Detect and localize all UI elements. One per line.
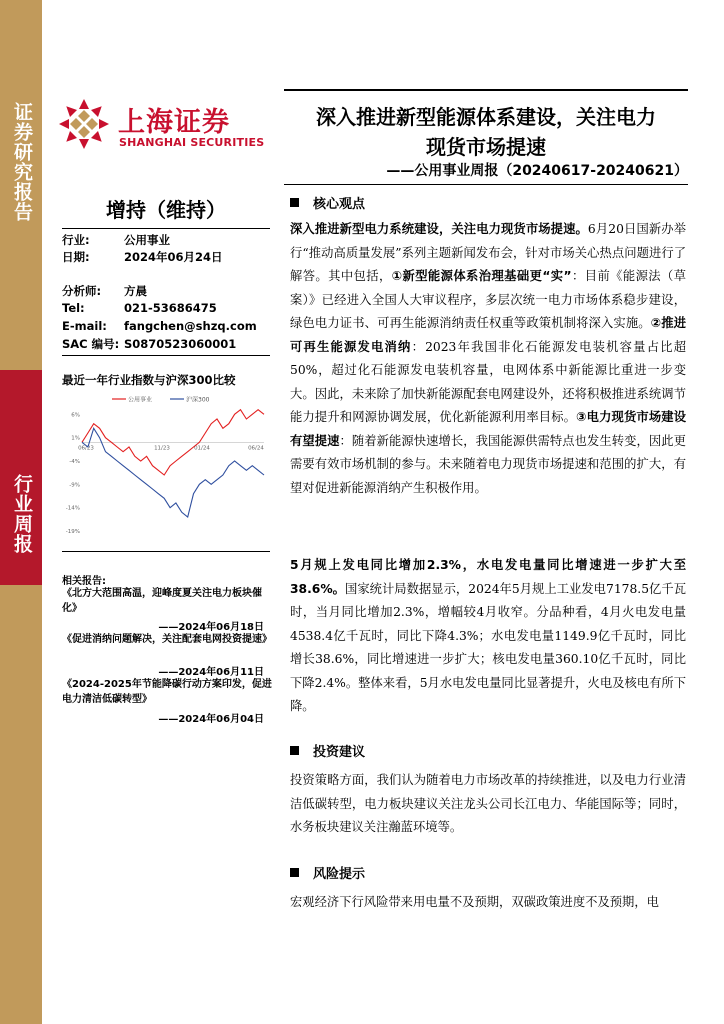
related-reports-title: 相关报告:	[62, 576, 106, 587]
x-tick-label: 11/23	[154, 445, 170, 452]
y-tick-label: 1%	[71, 435, 80, 442]
y-tick-label: 6%	[71, 412, 80, 419]
y-tick-label: -14%	[65, 505, 80, 512]
info-email: E-mail: fangchen@shzq.com	[62, 319, 257, 333]
title-rule-bottom	[284, 184, 688, 185]
y-tick-label: -4%	[69, 459, 80, 465]
x-tick-label: 06/23	[78, 445, 94, 452]
related-report-1-date: ——2024年06月18日	[158, 622, 264, 633]
section-core-heading: 核心观点	[290, 193, 365, 212]
core-paragraph-1: 深入推进新型电力系统建设，关注电力现货市场提速。6月20日国新办举行“推动高质量发展”系列主题新闻发布会，针对市场关心热点问题进行了解答。其中包括，①新型能源体系治理基础更“实”：目前《能源法（草案）》已经进入全国人大审议程序，多层次统一电力市场体系稳步建设，绿色电力证书、可再生能源消纳责任权重等政策机制将深入实施。②推进可再生能源发电消纳：2023年我国非化石能源发电装机容量占比超50%，超过化石能源发电装机容量，电网体系中新能源比重进一步变大。因此，未来除了加快新能源配套电网建设外，还将积极推进系统调节能力提升和网源协调发展，优化新能源利用率目标。③电力现货市场建设有望提速：随着新能源快速增长，我国能源供需特点也发生转变，因此更需要有效市场机制的参与。未来随着电力现货市场提速和范围的扩大，有望对促进新能源消纳产生积极作用。	[290, 222, 686, 495]
related-report-2-date: ——2024年06月11日	[158, 667, 264, 678]
core-paragraph-2: 5月规上发电同比增加2.3%，水电发电量同比增速进一步扩大至38.6%。国家统计局数据显示，2024年5月规上工业发电7178.5亿千瓦时，当月同比增加2.3%，增幅较4月收窄。分品种看，4月火电发电量4538.4亿千瓦时，同比下降4.3%；水电发电量1149.9亿千瓦时，同比增长38.6%，同比增速进一步扩大；核电发电量360.10亿千瓦时，同比下降2.4%。整体来看，5月水电发电量同比显著提升，火电及核电有所下降。	[290, 558, 686, 713]
series-line-csi300	[82, 428, 264, 517]
sidebar-category: 行业周报	[11, 474, 33, 554]
info-date: 日期: 2024年06月24日	[62, 250, 223, 264]
legend-label: 沪深300	[186, 396, 210, 404]
x-tick-label: 06/24	[248, 445, 264, 452]
company-logo-icon	[56, 96, 112, 152]
rating: 增持（维持）	[106, 198, 226, 222]
sidebar-report-type: 证券研究报告	[11, 102, 33, 222]
related-report-1[interactable]: 《北方大范围高温，迎峰度夏关注电力板块催化》	[62, 588, 262, 614]
related-report-2[interactable]: 《促进消纳问题解决，关注配套电网投资提速》	[62, 634, 272, 645]
section-risk-heading: 风险提示	[290, 863, 365, 882]
info-analyst: 分析师: 方晨	[62, 284, 147, 298]
info-sac: SAC 编号: S0870523060001	[62, 337, 237, 351]
chart-title: 最近一年行业指数与沪深300比较	[62, 373, 236, 387]
index-comparison-chart	[62, 395, 270, 543]
rating-rule	[62, 228, 270, 229]
section-invest-heading: 投资建议	[290, 741, 365, 760]
y-tick-label: -19%	[65, 529, 80, 535]
info-rule	[62, 355, 270, 356]
brand-name-cn: 上海证券	[118, 107, 230, 138]
y-tick-label: -9%	[69, 482, 80, 489]
chart-rule	[62, 551, 270, 552]
bullet-square-icon	[290, 198, 299, 207]
report-title: 深入推进新型能源体系建设，关注电力 现货市场提速	[316, 105, 656, 159]
title-rule-top	[284, 89, 688, 91]
info-tel: Tel: 021-53686475	[62, 301, 217, 315]
bullet-square-icon	[290, 868, 299, 877]
bullet-square-icon	[290, 746, 299, 755]
related-report-3[interactable]: 《2024-2025年节能降碳行动方案印发，促进电力清洁低碳转型》	[62, 679, 272, 705]
related-report-3-date: ——2024年06月04日	[158, 714, 264, 725]
brand-name-en: SHANGHAI SECURITIES	[119, 136, 265, 149]
legend-label: 公用事业	[128, 396, 153, 404]
report-subtitle: ——公用事业周报（20240617-20240621）	[386, 163, 688, 179]
info-industry: 行业: 公用事业	[62, 233, 170, 247]
sidebar-lower	[0, 585, 42, 1024]
invest-paragraph: 投资策略方面，我们认为随着电力市场改革的持续推进，以及电力行业清洁低碳转型，电力板块建议关注龙头公司长江电力、华能国际等；同时，水务板块建议关注瀚蓝环境等。	[290, 773, 686, 834]
x-tick-label: 01/24	[194, 445, 210, 452]
risk-paragraph: 宏观经济下行风险带来用电量不及预期，双碳政策进度不及预期，电	[290, 895, 659, 909]
